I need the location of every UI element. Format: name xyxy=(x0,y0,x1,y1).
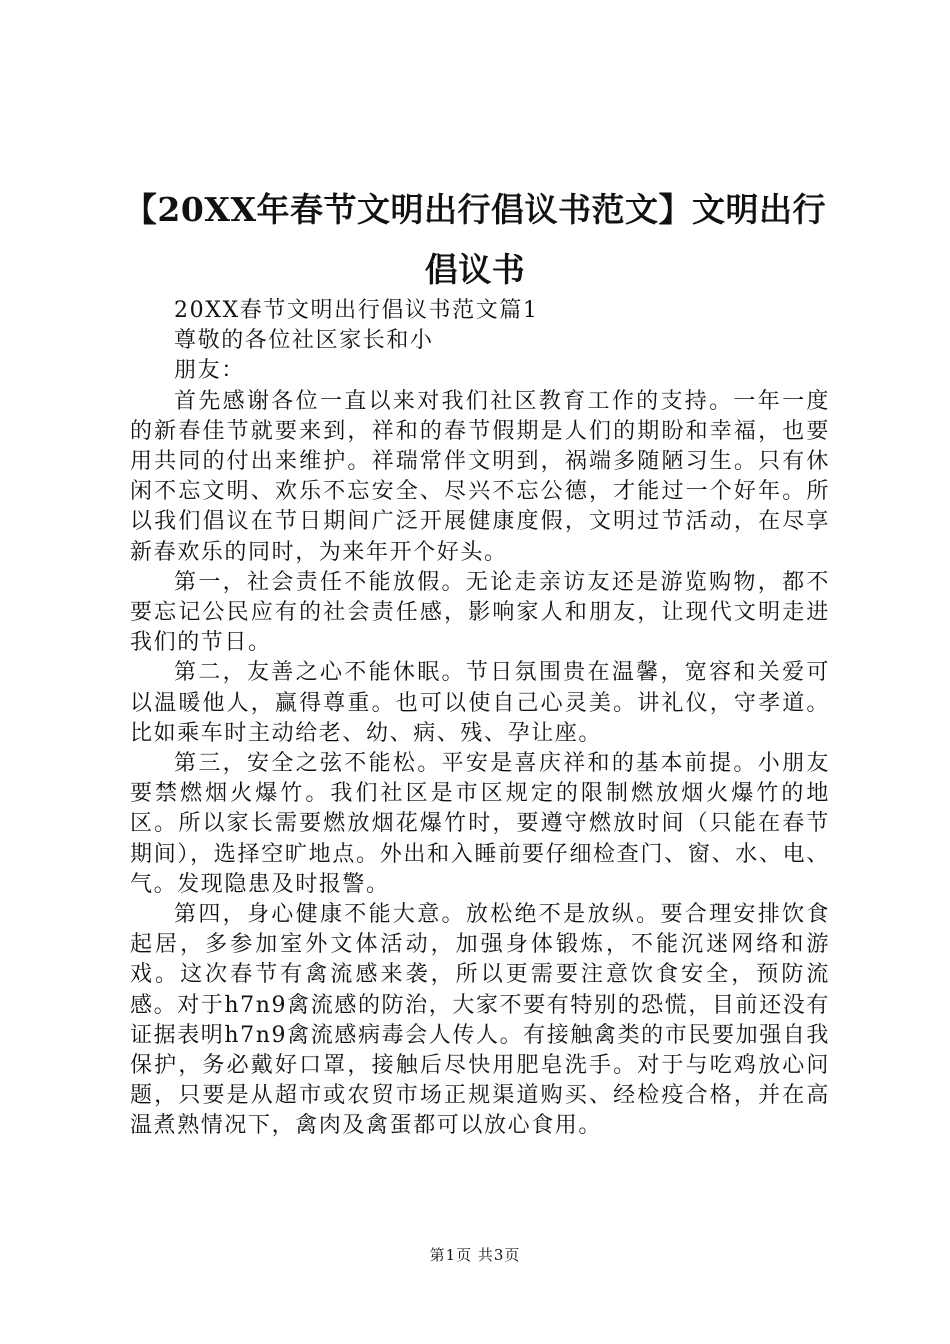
paragraph-second: 第二，友善之心不能休眠。节日氛围贵在温馨，宽容和关爱可以温暖他人，赢得尊重。也可以使自己心灵美。讲礼仪，守孝道。比如乘车时主动给老、幼、病、残、孕让座。 xyxy=(130,660,830,746)
salutation-line-1: 尊敬的各位社区家长和小 xyxy=(174,328,434,354)
subtitle-line: 20XX春节文明出行倡议书范文篇1 xyxy=(174,298,539,323)
paragraph-first: 第一，社会责任不能放假。无论走亲访友还是游览购物，都不要忘记公民应有的社会责任感，影响家人和朋友，让现代文明走进我们的节日。 xyxy=(130,569,830,656)
salutation-line-2: 朋友： xyxy=(174,358,245,384)
paragraph-fourth: 第四，身心健康不能大意。放松绝不是放纵。要合理安排饮食起居，多参加室外文体活动，加强身体锻炼，不能沉迷网络和游戏。这次春节有禽流感来袭，所以更需要注意饮食安全，预防流感。对于h7n9禽流感的防治，大家不要有特别的恐慌，目前还没有证据表明h7n9禽流感病毒会人传人。有接触禽类的市民要加强自我保护，务必戴好口罩，接触后尽快用肥皂洗手。对于与吃鸡放心问题，只要是从超市或农贸市场正规渠道购买、经检疫合格，并在高温煮熟情况下，禽肉及禽蛋都可以放心食用。 xyxy=(130,902,830,1139)
document-body xyxy=(130,296,830,1142)
document-title: 【20XX年春节文明出行倡议书范文】文明出行倡议书 xyxy=(123,190,827,289)
paragraph-third: 第三，安全之弦不能松。平安是喜庆祥和的基本前提。小朋友要禁燃烟火爆竹。我们社区是市区规定的限制燃放烟火爆竹的地区。所以家长需要燃放烟花爆竹时，要遵守燃放时间（只能在春节期间），选择空旷地点。外出和入睡前要仔细检查门、窗、水、电、气。发现隐患及时报警。 xyxy=(130,751,830,897)
page-number-footer: 第1页 共3页 xyxy=(429,1246,521,1264)
paragraph-intro: 首先感谢各位一直以来对我们社区教育工作的支持。一年一度的新春佳节就要来到，祥和的春节假期是人们的期盼和幸福，也要用共同的付出来维护。祥瑞常伴文明到，祸端多随陋习生。只有休闲不忘文明、欢乐不忘安全、尽兴不忘公德，才能过一个好年。所以我们倡议在节日期间广泛开展健康度假，文明过节活动，在尽享新春欢乐的同时，为来年开个好头。 xyxy=(130,388,830,565)
